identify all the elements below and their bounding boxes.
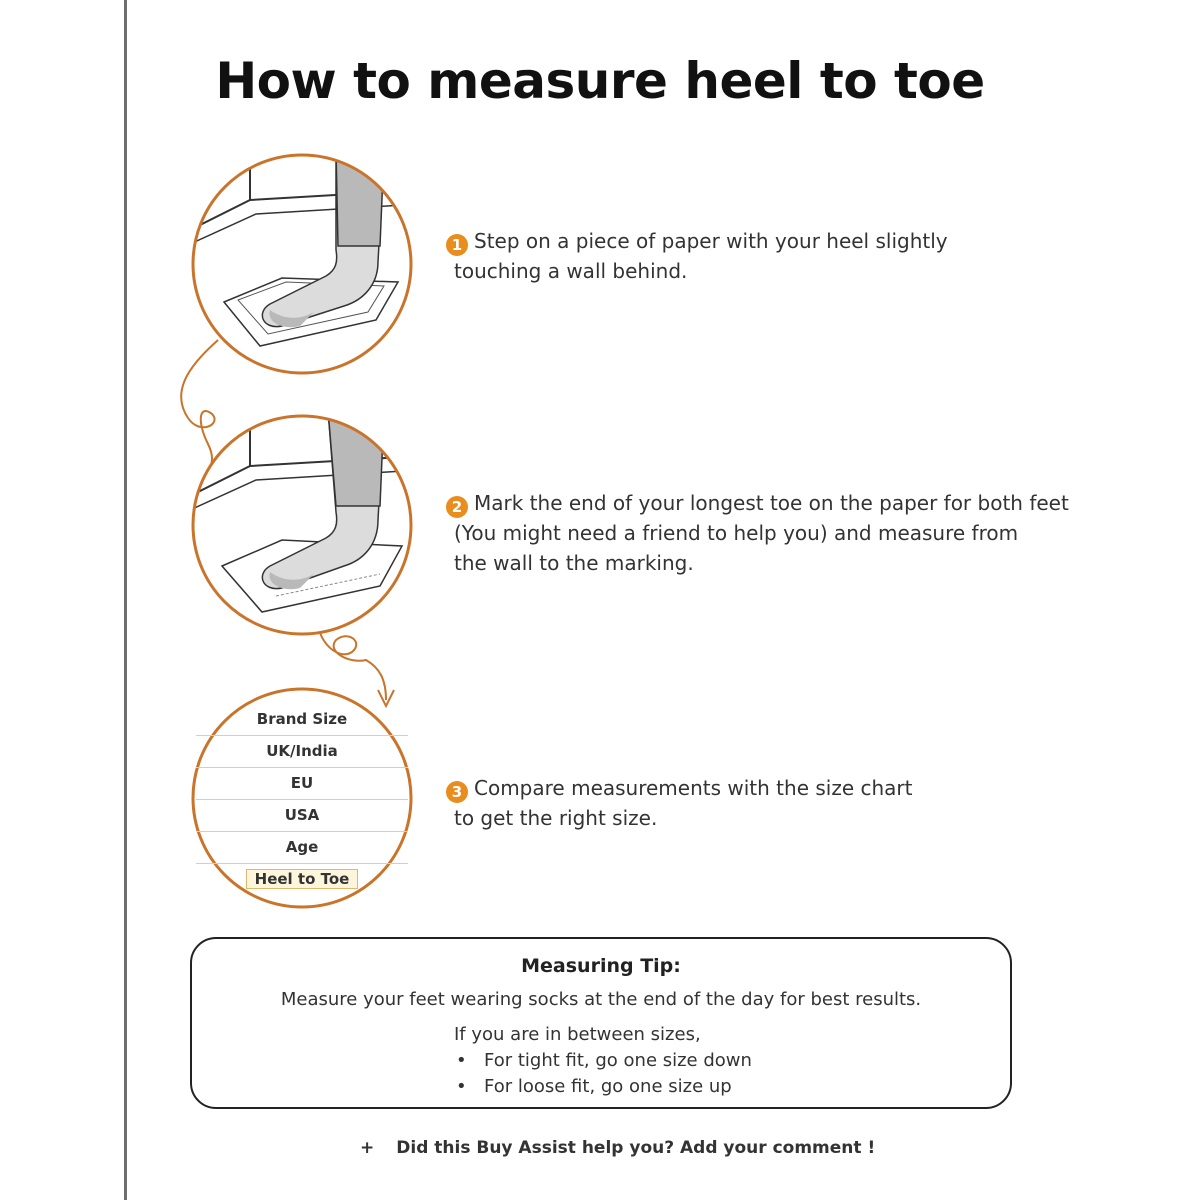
step-2: 2 Mark the end of your longest toe on the paper for both feet (You might need a friend to help you) and measure from the wall to the marking.	[446, 488, 1069, 578]
step-3: 3 Compare measurements with the size chart to get the right size.	[446, 773, 913, 833]
tip-bullet: • For tight fit, go one size down	[454, 1048, 752, 1074]
plus-icon: +	[360, 1138, 375, 1158]
step-number-badge: 2	[446, 496, 468, 518]
size-chart-row: USA	[196, 800, 408, 832]
step-1: 1 Step on a piece of paper with your heel slightly touching a wall behind.	[446, 226, 948, 286]
tip-title: Measuring Tip:	[521, 955, 681, 977]
step-number-badge: 3	[446, 781, 468, 803]
size-chart-row: Brand Size	[196, 704, 408, 736]
connector-string-1	[181, 340, 218, 470]
step-number-badge: 1	[446, 234, 468, 256]
feedback-prompt[interactable]: + Did this Buy Assist help you? Add your comment !	[360, 1138, 876, 1158]
measuring-tip-box	[190, 937, 1012, 1109]
tip-bullet: • For loose fit, go one size up	[454, 1074, 752, 1100]
foot-marking-illustration	[190, 410, 420, 640]
size-chart-row: Age	[196, 832, 408, 864]
tip-sizing-advice: If you are in between sizes, • For tight fit, go one size down • For loose fit, go one size up	[454, 1022, 752, 1100]
page-title: How to measure heel to toe	[215, 52, 985, 110]
foot-on-paper-illustration	[190, 150, 420, 380]
size-chart-row: UK/India	[196, 736, 408, 768]
tip-body: Measure your feet wearing socks at the end of the day for best results.	[280, 989, 922, 1010]
size-chart-row-highlighted: Heel to Toe	[196, 864, 408, 895]
size-chart-table	[196, 704, 408, 895]
connector-string-2	[318, 626, 386, 700]
size-chart-row: EU	[196, 768, 408, 800]
